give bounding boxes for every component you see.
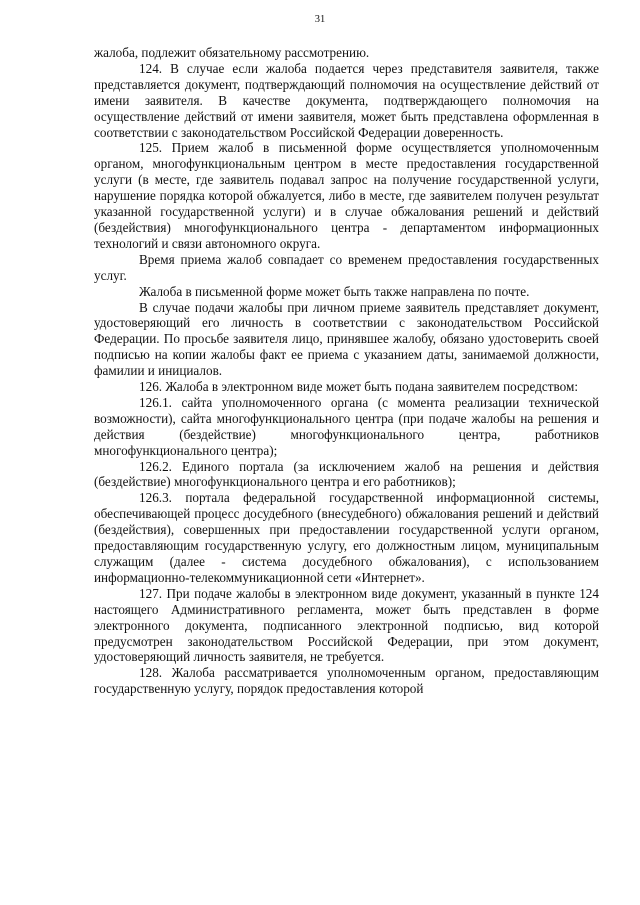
paragraph: 124. В случае если жалоба подается через представителя заявителя, также представляется документ, подтверждающий полномочия на осуществление действий от имени заявителя. В качестве документа, подтверждающего полномочия на осуществление действий от имени заявителя, может быть представлена оформленная в соответствии с законодательством Российской Федерации доверенность.	[94, 60, 599, 140]
paragraph: 126.2. Единого портала (за исключением жалоб на решения и действия (бездействие) многофункционального центра и его работников);	[94, 458, 599, 490]
paragraph: жалоба, подлежит обязательному рассмотрению.	[94, 45, 370, 60]
paragraph: Время приема жалоб совпадает со временем предоставления государственных услуг.	[94, 251, 599, 283]
document-body	[94, 45, 599, 697]
paragraph: 126. Жалоба в электронном виде может быть подана заявителем посредством:	[139, 379, 579, 395]
paragraph: 125. Прием жалоб в письменной форме осуществляется уполномоченным органом, многофункциональным центром в месте предоставления государственной услуги (в месте, где заявитель подавал запрос на получение государственной услуги, нарушение порядка которой обжалуется, либо в месте, где заявителем получен результат указанной государственной услуги) и в случае обжалования решений и действий (бездействия) многофункционального центра - департаментом информационных технологий и связи автономного округа.	[94, 140, 599, 251]
paragraph: Жалоба в письменной форме может быть также направлена по почте.	[139, 283, 530, 299]
paragraph: 127. При подаче жалобы в электронном виде документ, указанный в пункте 124 настоящего Административного регламента, может быть представлен в форме электронного документа, подписанного электронной подписью, вид которой предусмотрен законодательством Российской Федерации, при этом документ, удостоверяющий личность заявителя, не требуется.	[94, 585, 599, 665]
paragraph: 128. Жалоба рассматривается уполномоченным органом, предоставляющим государственную услугу, порядок предоставления которой	[94, 665, 599, 697]
page-number: 31	[314, 14, 326, 25]
paragraph: 126.1. сайта уполномоченного органа (с момента реализации технической возможности), сайта многофункционального центра (при подаче жалобы на решения и действия (бездействие) многофункционального центра, работников многофункционального центра);	[94, 394, 599, 458]
paragraph: 126.3. портала федеральной государственной информационной системы, обеспечивающей процесс досудебного (внесудебного) обжалования решений и действий (бездействия), совершенных при предоставлении государственной услуги органом, предоставляющим государственную услугу, его должностным лицом, муниципальным служащим (далее - система досудебного обжалования), с использованием информационно-телекоммуникационной сети «Интернет».	[94, 490, 599, 585]
paragraph: В случае подачи жалобы при личном приеме заявитель представляет документ, удостоверяющий его личность в соответствии с законодательством Российской Федерации. По просьбе заявителя лицо, принявшее жалобу, обязано удостоверить своей подписью на копии жалобы факт ее приема с указанием даты, занимаемой должности, фамилии и инициалов.	[94, 299, 599, 379]
